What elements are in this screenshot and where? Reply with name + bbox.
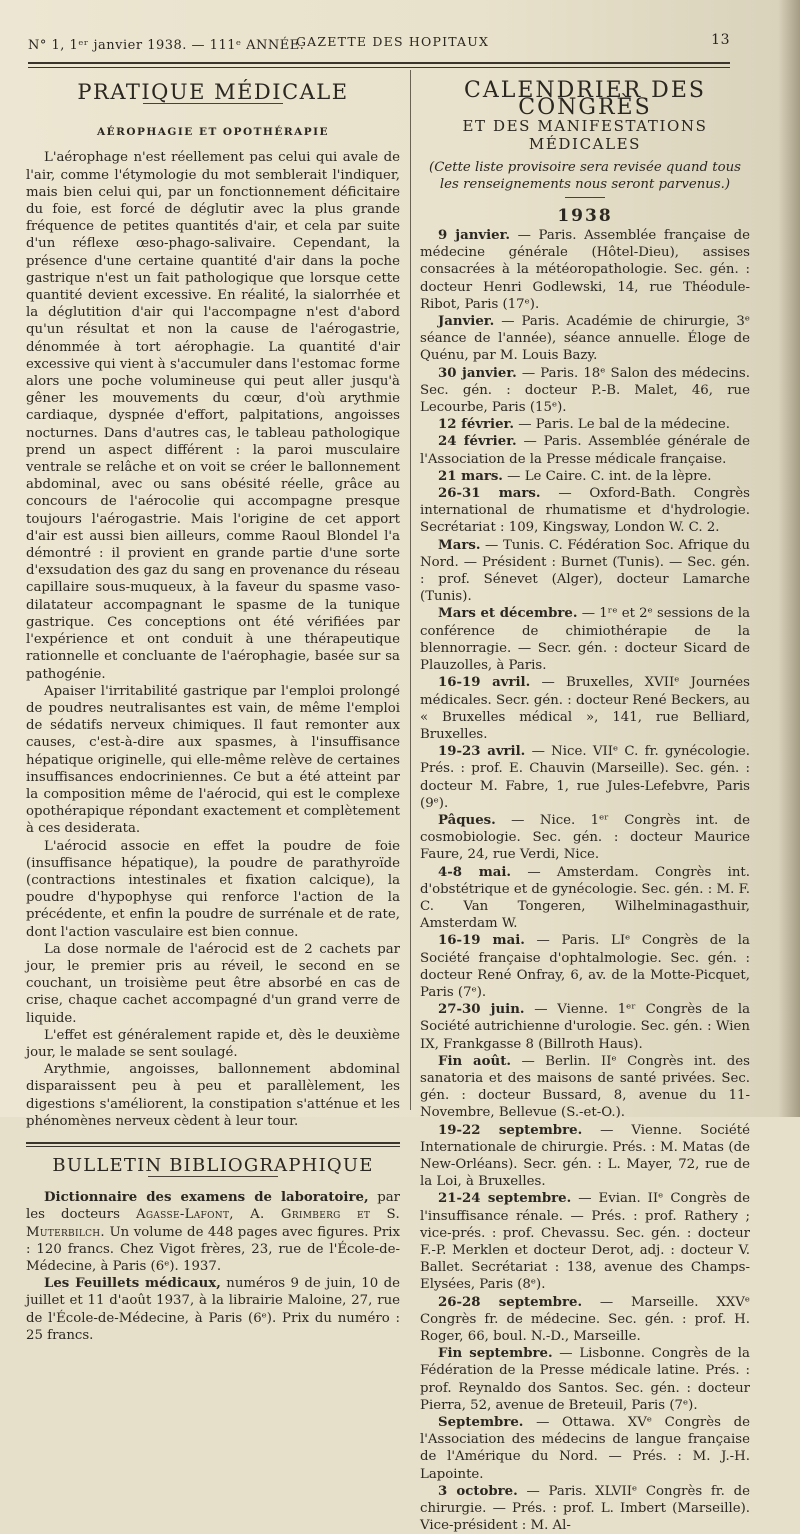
article-paragraph: Arythmie, angoisses, ballonnement abdominal disparaissent peu à peu et parallèlement, les digestions s'améliorent, la constipation s'atténue et les phénomènes nerveux cèdent à leur tour.: [26, 1062, 400, 1129]
entry-text: — Vienne. Société Internationale de chirurgie. Prés. : M. Matas (de New-Orléans). Secr. gén. : L. Mayer, 72, rue de la Loi, à Bruxelles.: [420, 1122, 750, 1190]
column-divider: [410, 70, 411, 1110]
entry-text: — Paris. Académie de chirurgie, 3ᵉ séance de l'année), séance annuelle. Éloge de Quénu, par M. Louis Bazy.: [420, 314, 750, 364]
calendar-entry: [420, 743, 750, 812]
entry-text: — Paris. 18ᵉ Salon des médecins. Sec. gén. : docteur P.-B. Malet, 46, rue Lecourbe, Paris (15ᵉ).: [420, 365, 750, 416]
entry-date: 21-24 septembre.: [438, 1191, 572, 1207]
entry-text: — Paris. XLVIIᵉ Congrès fr. de chirurgie. — Prés. : prof. L. Imbert (Marseille). Vice-président : M. Al-: [420, 1483, 751, 1534]
entry-text: — Le Caire. C. int. de la lèpre.: [502, 468, 712, 484]
calendar-entry: [420, 1001, 750, 1053]
section-separator: [26, 1142, 400, 1147]
entry-text: — Paris. Assemblée générale de l'Association de la Presse médicale française.: [420, 434, 750, 467]
entry-text: — Marseille. XXVᵉ Congrès fr. de médecine. Sec. gén. : prof. H. Roger, 66, boul. N.-D., Marseille.: [420, 1294, 751, 1345]
entry-date: Fin août.: [438, 1053, 511, 1069]
entry-date: Pâques.: [438, 812, 496, 828]
bibliography-entry: [26, 1189, 400, 1275]
calendar-entry: [420, 1483, 750, 1534]
header-rule: [28, 62, 730, 68]
running-header: [28, 32, 730, 58]
article-subheading: AÉROPHAGIE ET OPOTHÉRAPIE: [96, 126, 330, 139]
calendar-entry: [420, 485, 750, 537]
left-column: [26, 78, 400, 1344]
bibliography-text: par les docteurs: [26, 1190, 400, 1223]
calendar-entry: [420, 1190, 750, 1293]
entry-date: Mars et décembre.: [438, 606, 578, 622]
calendar-entry: [420, 1122, 750, 1191]
article-paragraph: La dose normale de l'aérocid est de 2 cachets par jour, le premier pris au réveil, le second en se couchant, un troisième peut être absorbé en cas de crise, chaque cachet accompagné d'un grand verre de liquide.: [26, 941, 400, 1026]
article-paragraph: Apaiser l'irritabilité gastrique par l'emploi prolongé de poudres neutralisantes est vain, de même l'emploi de sédatifs nerveux chimiques. Il faut remonter aux causes, c'est-à-dire aux spasmes, à l'insuffisance hépatique originelle, qui elle-même relève de certaines insuffisances endocriniennes. Ce but a été atteint par la composition même de l'aérocid, qui est le complexe opothérapique répondant exactement et complètement à ces desiderata.: [26, 683, 400, 837]
article-paragraph: L'aérocid associe en effet la poudre de foie (insuffisance hépatique), la poudre de parathyroïde (contractions intestinales et fixation calcique), la poudre d'hypophyse qui renforce l'action de la précédente, et enfin la poudre de surrénale et de rate, dont l'action vasculaire est bien connue.: [26, 838, 400, 940]
page-number: 13: [711, 32, 730, 48]
bibliography-authors: Agasse-Lafont, A. Grimberg et S. Muterbilch.: [26, 1207, 400, 1240]
entry-text: — 1ʳᵉ et 2ᵉ sessions de la conférence de chimiothérapie de la blennorragie. — Secr. gén. : docteur Sicard de Plauzolles, à Paris.: [420, 606, 750, 674]
entry-date: 26-28 septembre.: [438, 1294, 583, 1310]
calendar-entry: [420, 1345, 750, 1414]
entry-date: 24 février.: [438, 434, 517, 450]
calendar-entry: [420, 365, 750, 417]
calendar-entry: [420, 468, 750, 485]
page-edge-shadow: [778, 0, 800, 1117]
section-title: PRATIQUE MÉDICALE: [77, 80, 349, 104]
entry-text: — Paris. LIᵉ Congrès de la Société française d'ophtalmologie. Sec. gén. : docteur René Onfray, 6, av. de la Motte-Picquet, Paris (7ᵉ).: [420, 933, 750, 1000]
entry-date: 4-8 mai.: [438, 864, 512, 880]
entry-text: — Lisbonne. Congrès de la Fédération de la Presse médicale latine. Prés. : prof. Reynaldo dos Santos. Sec. gén. : docteur Pierra, 52, avenue de Breteuil, Paris (7ᵉ).: [420, 1346, 750, 1413]
bibliography-title: Dictionnaire des examens de laboratoire,: [44, 1190, 369, 1206]
calendar-entry: [420, 674, 750, 743]
entry-text: — Tunis. C. Fédération Soc. Afrique du Nord. — Président : Burnet (Tunis). — Sec. gén. : prof. Sénevet (Alger), docteur Lamarche (Tunis).: [420, 537, 750, 605]
bulletin-underline: [148, 1176, 278, 1177]
entry-text: — Ottawa. XVᵉ Congrès de l'Association des médecins de langue française de l'Amérique du Nord. — Prés. : M. J.-H. Lapointe.: [420, 1415, 750, 1482]
bibliography-text: Un volume de 448 pages avec figures. Prix : 120 francs. Chez Vigot frères, 23, rue de l'École-de-Médecine, à Paris (6ᵉ). 1937.: [26, 1224, 400, 1274]
entry-text: — Oxford-Bath. Congrès international de rhumatisme et d'hydrologie. Secrétariat : 109, Kingsway, London W. C. 2.: [420, 486, 750, 536]
entry-date: 3 octobre.: [438, 1483, 518, 1499]
entry-date: 26-31 mars.: [438, 486, 541, 502]
entry-text: — Evian. IIᵉ Congrès de l'insuffisance rénale. — Prés. : prof. Rathery ; vice-prés. : prof. Chevassu. Sec. gén. : docteur F.-P. Merklen et docteur Derot, adj. : docteur V. Ballet. Secrétariat : 138, avenue des Champs-Elysées, Paris (8ᵉ).: [420, 1191, 750, 1293]
right-column: [420, 78, 750, 1534]
calendar-entry: [420, 537, 750, 606]
entry-date: 16-19 mai.: [438, 933, 525, 949]
calendar-entry: [420, 313, 750, 365]
article-paragraph: L'effet est généralement rapide et, dès le deuxième jour, le malade se sent soulagé.: [26, 1027, 400, 1060]
calendar-entry: [420, 416, 750, 433]
entry-date: 27-30 juin.: [438, 1002, 525, 1018]
calendar-year: 1938: [557, 205, 613, 226]
issue-info: N° 1, 1ᵉʳ janvier 1938. — 111ᵉ ANNÉE.: [28, 38, 305, 53]
bibliography-text: numéros 9 de juin, 10 de juillet et 11 d'août 1937, à la librairie Maloine, 27, rue de l'École-de-Médecine, à Paris (6ᵉ). Prix du numéro : 25 francs.: [26, 1276, 401, 1343]
note-rule: [565, 197, 605, 198]
calendar-subtitle: ET DES MANIFESTATIONS MÉDICALES: [462, 117, 708, 153]
calendar-title: CALENDRIER DES CONGRÈS: [464, 78, 706, 121]
journal-name: GAZETTE DES HOPITAUX: [296, 34, 490, 49]
entry-date: 9 janvier.: [438, 228, 511, 244]
bulletin-title: BULLETIN BIBLIOGRAPHIQUE: [52, 1154, 374, 1176]
entry-date: 16-19 avril.: [438, 675, 531, 691]
calendar-entries: [420, 227, 750, 1534]
entry-text: — Paris. Le bal de la médecine.: [513, 417, 730, 433]
calendar-note: (Cette liste provisoire sera revisée quand tous les renseignements nous seront parvenus.): [429, 159, 741, 192]
entry-text: — Nice. VIIᵉ C. fr. gynécologie. Prés. : prof. E. Chauvin (Marseille). Sec. gén. : docteur M. Fabre, 1, rue Jules-Lefebvre, Paris (9ᵉ).: [420, 744, 750, 811]
bibliography-title: Les Feuillets médicaux,: [44, 1276, 221, 1292]
calendar-entry: [420, 1414, 750, 1483]
entry-date: Fin septembre.: [438, 1346, 553, 1362]
entry-text: — Bruxelles, XVIIᵉ Journées médicales. Secr. gén. : docteur René Beckers, au « Bruxelles médical », 141, rue Belliard, Bruxelles.: [420, 675, 750, 742]
calendar-entry: [420, 605, 750, 674]
entry-text: — Berlin. IIᵉ Congrès int. des sanatoria et des maisons de santé privées. Sec. gén. : docteur Bussard, 8, avenue du 11-Novembre, Bellevue (S.-et-O.).: [420, 1053, 750, 1121]
entry-date: 30 janvier.: [438, 365, 517, 381]
bibliography-entry: [26, 1275, 400, 1344]
entry-text: — Vienne. 1ᵉʳ Congrès de la Société autrichienne d'urologie. Sec. gén. : Wien IX, Frankgasse 8 (Billroth Haus).: [420, 1002, 751, 1052]
entry-date: 12 février.: [438, 417, 514, 433]
calendar-entry: [420, 227, 750, 313]
calendar-entry: [420, 433, 750, 467]
calendar-entry: [420, 864, 750, 933]
calendar-entry: [420, 1294, 750, 1346]
calendar-entry: [420, 812, 750, 864]
entry-date: 19-22 septembre.: [438, 1122, 583, 1138]
entry-date: 19-23 avril.: [438, 744, 526, 760]
entry-text: — Nice. 1ᵉʳ Congrès int. de cosmobiologie. Sec. gén. : docteur Maurice Faure, 24, rue Verdi, Nice.: [420, 812, 750, 863]
entry-date: Mars.: [438, 537, 481, 553]
entry-text: — Paris. Assemblée française de médecine générale (Hôtel-Dieu), assises consacrées à la météoropathologie. Sec. gén. : docteur Henri Godlewski, 14, rue Théodule-Ribot, Paris (17ᵉ).: [420, 228, 750, 312]
calendar-entry: [420, 932, 750, 1001]
article-paragraph: L'aérophage n'est réellement pas celui qui avale de l'air, comme l'étymologie du mot semblerait l'indiquer, mais bien celui qui, par un fonctionnement déficitaire du foie, est forcé de déglutir avec la plus grande fréquence de petites quantités d'air, et cela par suite d'un réflexe œso-phago-salivaire. Cependant, la présence d'une certaine quantité d'air dans la poche gastrique n'est un fait pathologique que lorsque cette quantité devient excessive. En réalité, la sialorrhée et la déglutition d'air qui l'accompagne n'est d'abord qu'un résultat et non la cause de l'aérogastrie, dénommée à tort aérophagie. La quantité d'air excessive qui vient à s'accumuler dans l'estomac forme alors une poche volumineuse qui peut aller jusqu'à gêner les mouvements du cœur, d'où arythmie cardiaque, dyspnée d'effort, palpitations, angoisses nocturnes. Dans d'autres cas, le tableau pathologique prend un aspect différent : la paroi musculaire ventrale se relâche et on voit se créer le ballonnement abdominal, avec ou sans obésité réelle, grâce au concours de l'aérocolie qui accompagne presque toujours l'aérogastrie. Mais l'origine de cet apport d'air est aussi bien ailleurs, comme Raoul Blondel l'a démontré : il provient en grande partie d'une sorte d'exsudation des gaz du sang en provenance du réseau capillaire sous-muqueux, à la faveur du spasme vaso-dilatateur accompagnant le spasme de la tunique gastrique. Ces conceptions ont été vérifiées par l'expérience et ont conduit à une thérapeutique rationnelle et concluante de l'aérophagie, basée sur sa pathogénie.: [26, 150, 400, 682]
entry-date: Janvier.: [438, 314, 495, 330]
entry-date: Septembre.: [438, 1415, 524, 1431]
entry-text: — Amsterdam. Congrès int. d'obstétrique et de gynécologie. Sec. gén. : M. F. C. Van Tongeren, Wilhelminagasthuir, Amsterdam W.: [420, 864, 750, 932]
entry-date: 21 mars.: [438, 468, 503, 484]
calendar-entry: [420, 1053, 750, 1122]
